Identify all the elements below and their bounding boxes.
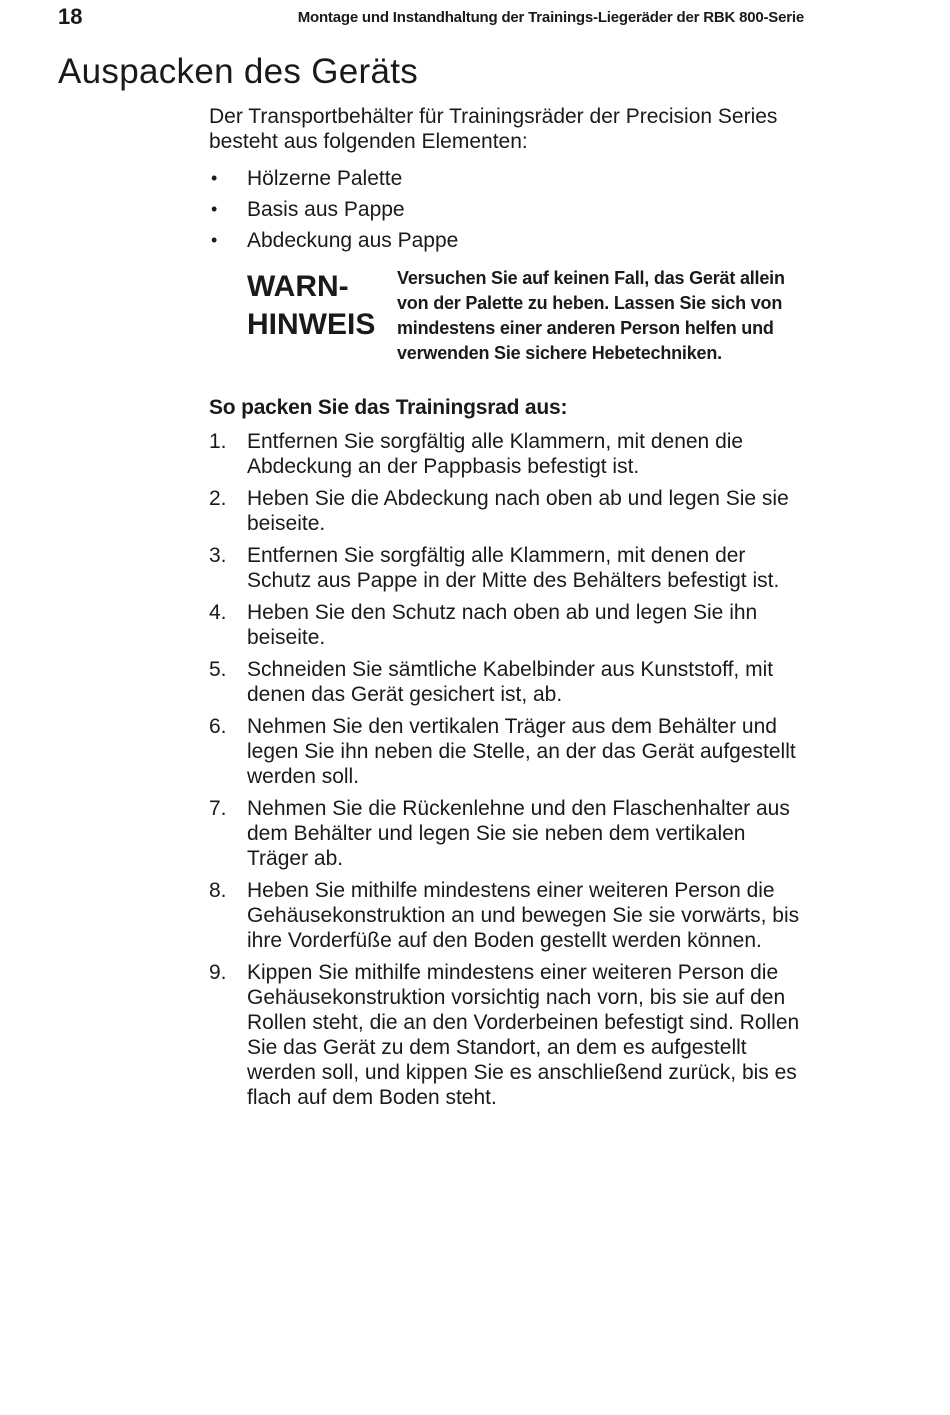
step-number: 5. bbox=[209, 658, 227, 681]
step-number: 1. bbox=[209, 430, 227, 453]
running-title: Montage und Instandhaltung der Trainings-Liegeräder der RBK 800-Serie bbox=[297, 8, 804, 26]
component-label: Basis aus Pappe bbox=[247, 198, 405, 221]
list-item bbox=[209, 194, 809, 225]
bullet-icon: • bbox=[211, 168, 218, 188]
step-text: Nehmen Sie die Rückenlehne und den Flaschenhalter aus dem Behälter und legen Sie sie neben dem vertikalen Träger ab. bbox=[247, 797, 790, 870]
step-text: Entfernen Sie sorgfältig alle Klammern, mit denen die Abdeckung an der Pappbasis befestigt ist. bbox=[247, 430, 744, 478]
step-number: 9. bbox=[209, 961, 227, 984]
component-label: Hölzerne Palette bbox=[247, 167, 403, 190]
content bbox=[209, 104, 809, 1117]
component-list bbox=[209, 163, 809, 256]
list-item bbox=[209, 960, 809, 1110]
step-text: Entfernen Sie sorgfältig alle Klammern, mit denen der Schutz aus Pappe in der Mitte des Behälters befestigt ist. bbox=[247, 544, 780, 592]
step-number: 6. bbox=[209, 715, 227, 738]
list-item bbox=[209, 600, 809, 650]
page-header bbox=[58, 4, 804, 30]
list-item bbox=[209, 878, 809, 953]
step-number: 7. bbox=[209, 797, 227, 820]
step-number: 3. bbox=[209, 544, 227, 567]
warning-box bbox=[247, 262, 809, 366]
list-item bbox=[209, 486, 809, 536]
list-item bbox=[209, 163, 809, 194]
steps-list bbox=[209, 429, 809, 1110]
page-number: 18 bbox=[58, 4, 83, 29]
list-item bbox=[209, 225, 809, 256]
warning-label bbox=[247, 268, 397, 366]
warning-text: Versuchen Sie auf keinen Fall, das Gerät allein von der Palette zu heben. Lassen Sie sich von mindestens einer anderen Person helfen und verwenden Sie sichere Hebetechniken. bbox=[397, 268, 785, 363]
list-item bbox=[209, 796, 809, 871]
step-text: Heben Sie die Abdeckung nach oben ab und legen Sie sie beiseite. bbox=[247, 487, 789, 535]
list-item bbox=[209, 714, 809, 789]
warning-label-text: WARN- HINWEIS bbox=[247, 270, 376, 341]
step-text: Heben Sie den Schutz nach oben ab und legen Sie ihn beiseite. bbox=[247, 601, 758, 649]
list-item bbox=[209, 657, 809, 707]
step-number: 4. bbox=[209, 601, 227, 624]
step-number: 2. bbox=[209, 487, 227, 510]
list-item bbox=[209, 429, 809, 479]
step-number: 8. bbox=[209, 879, 227, 902]
steps-heading: So packen Sie das Trainingsrad aus: bbox=[209, 396, 568, 419]
list-item bbox=[209, 543, 809, 593]
step-text: Heben Sie mithilfe mindestens einer weiteren Person die Gehäusekonstruktion an und bewegen Sie sie vorwärts, bis ihre Vorderfüße auf den Boden gestellt werden können. bbox=[247, 879, 800, 952]
component-label: Abdeckung aus Pappe bbox=[247, 229, 459, 252]
intro-paragraph: Der Transportbehälter für Trainingsräder der Precision Series besteht aus folgenden Elementen: bbox=[209, 105, 778, 153]
bullet-icon: • bbox=[211, 230, 218, 250]
step-text: Nehmen Sie den vertikalen Träger aus dem Behälter und legen Sie ihn neben die Stelle, an der das Gerät aufgestellt werden soll. bbox=[247, 715, 796, 788]
section-title: Auspacken des Geräts bbox=[58, 52, 419, 91]
step-text: Schneiden Sie sämtliche Kabelbinder aus Kunststoff, mit denen das Gerät gesichert ist, ab. bbox=[247, 658, 774, 706]
bullet-icon: • bbox=[211, 199, 218, 219]
step-text: Kippen Sie mithilfe mindestens einer weiteren Person die Gehäusekonstruktion vorsichtig nach vorn, bis sie auf den Rollen steht, die an den Vorderbeinen befestigt sind. Rollen Sie das Gerät zu dem Standort, an dem es aufgestellt werden soll, und kippen Sie es anschließend zurück, bis es flach auf dem Boden steht. bbox=[247, 961, 800, 1109]
